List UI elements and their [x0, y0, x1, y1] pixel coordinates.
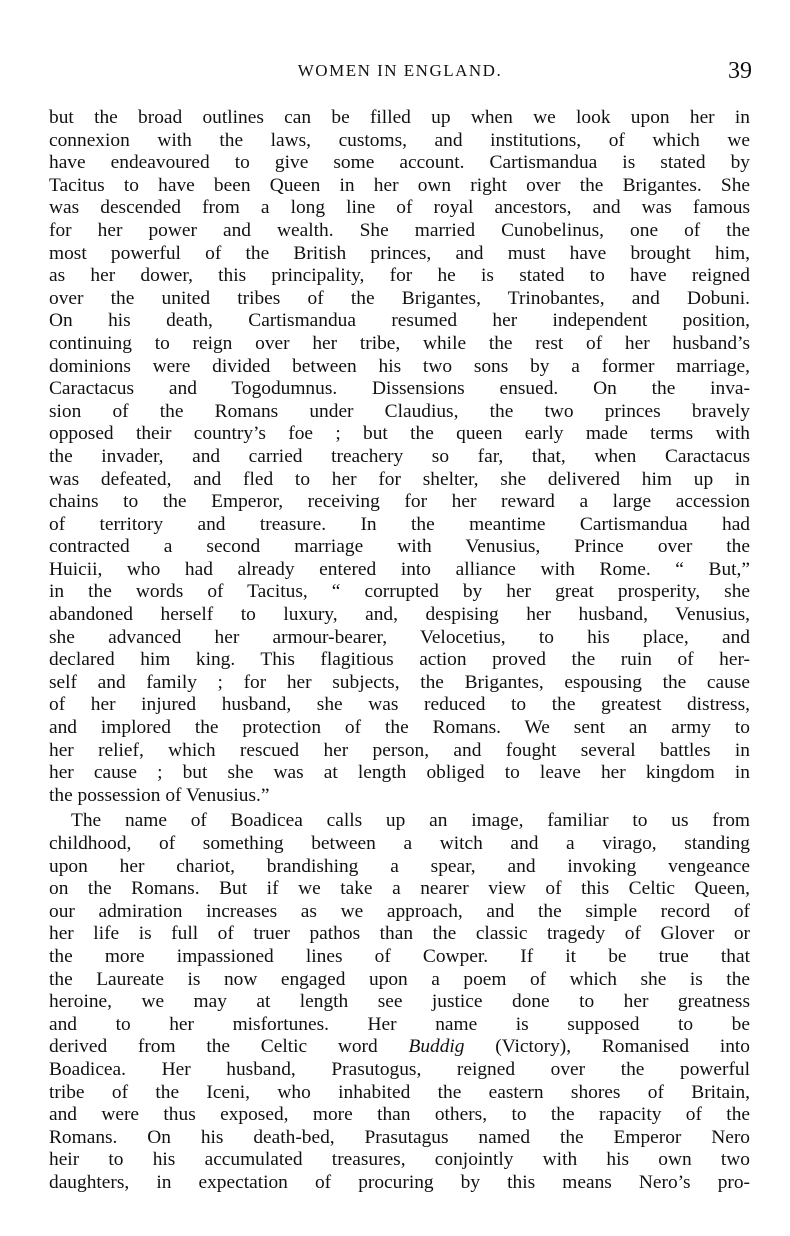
text-line: and implored the protection of the Romans. We sent an army to: [49, 717, 750, 739]
paragraph-boadicea-part-1: [49, 810, 750, 1036]
text-line: for her power and wealth. She married Cunobelinus, one of the: [49, 219, 750, 241]
text-run: (Victory), Romanised into: [464, 1036, 750, 1058]
text-line: heir to his accumulated treasures, conjointly with his own two: [49, 1149, 750, 1171]
text-line: her life is full of truer pathos than the classic tragedy of Glover or: [49, 923, 750, 945]
text-line: our admiration increases as we approach, and the simple record of: [49, 900, 750, 922]
running-head: [48, 56, 752, 86]
text-line: self and family ; for her subjects, the Brigantes, espousing the cause: [49, 671, 750, 693]
text-line: but the broad outlines can be filled up when we look upon her in: [49, 107, 750, 128]
text-line: most powerful of the British princes, and must have brought him,: [49, 242, 750, 264]
text-line: [49, 1036, 750, 1059]
text-run: derived from the Celtic word: [49, 1036, 409, 1058]
text-line: daughters, in expectation of procuring by this means Nero’s pro-: [49, 1171, 750, 1193]
text-line: childhood, of something between a witch and a virago, standing: [49, 833, 750, 854]
text-line: her relief, which rescued her person, and fought several battles in: [49, 739, 750, 761]
text-line: and to her misfortunes. Her name is supposed to be: [49, 1013, 750, 1035]
text-line: Huicii, who had already entered into alliance with Rome. “ But,”: [49, 558, 750, 580]
italic-word: Buddig: [408, 1036, 465, 1058]
body-text: [49, 107, 750, 1195]
text-line: the Laureate is now engaged upon a poem of which she is the: [49, 968, 750, 990]
text-line: On his death, Cartismandua resumed her independent position,: [49, 310, 750, 332]
text-line: contracted a second marriage with Venusius, Prince over the: [49, 536, 750, 558]
page-number: 39: [728, 58, 752, 84]
paragraph-boadicea-part-2: [49, 1059, 750, 1195]
text-line: upon her chariot, brandishing a spear, and invoking vengeance: [49, 855, 750, 877]
text-line: have endeavoured to give some account. Cartismandua is stated by: [49, 152, 750, 174]
paragraph-cartismandua: [49, 107, 750, 807]
text-line: continuing to reign over her tribe, while the rest of her husband’s: [49, 332, 750, 354]
text-line: declared him king. This flagitious action proved the ruin of her-: [49, 649, 750, 671]
text-line: she advanced her armour-bearer, Velocetius, to his place, and: [49, 626, 750, 648]
text-line: abandoned herself to luxury, and, despising her husband, Venusius,: [49, 604, 750, 626]
text-line: opposed their country’s foe ; but the queen early made terms with: [49, 423, 750, 445]
text-line: and were thus exposed, more than others, to the rapacity of the: [49, 1104, 750, 1126]
text-line: her cause ; but she was at length obliged to leave her kingdom in: [49, 762, 750, 784]
text-line: Romans. On his death-bed, Prasutagus named the Emperor Nero: [49, 1126, 750, 1148]
text-line: The name of Boadicea calls up an image, familiar to us from: [71, 810, 750, 832]
text-line: chains to the Emperor, receiving for her reward a large accession: [49, 491, 750, 513]
text-line: heroine, we may at length see justice done to her greatness: [49, 991, 750, 1013]
text-line: Caractacus and Togodumnus. Dissensions ensued. On the inva-: [49, 378, 750, 400]
running-title: WOMEN IN ENGLAND.: [297, 61, 503, 80]
text-line: dominions were divided between his two sons by a former marriage,: [49, 355, 750, 377]
text-line: Boadicea. Her husband, Prasutogus, reigned over the powerful: [49, 1058, 750, 1080]
text-line: the possession of Venusius.”: [49, 784, 270, 806]
text-line: on the Romans. But if we take a nearer view of this Celtic Queen,: [49, 878, 750, 900]
text-line: of her injured husband, she was reduced to the greatest distress,: [49, 694, 750, 716]
text-line: sion of the Romans under Claudius, the two princes bravely: [49, 400, 750, 422]
text-line: connexion with the laws, customs, and institutions, of which we: [49, 129, 750, 151]
text-line: the invader, and carried treachery so far, that, when Caractacus: [49, 445, 750, 467]
paragraph-boadicea: [49, 810, 750, 1194]
text-line: as her dower, this principality, for he is stated to have reigned: [49, 265, 750, 287]
text-line: was descended from a long line of royal ancestors, and was famous: [49, 197, 750, 219]
text-line: of territory and treasure. In the meantime Cartismandua had: [49, 513, 750, 535]
text-line: the more impassioned lines of Cowper. If it be true that: [49, 945, 750, 967]
text-line: was defeated, and fled to her for shelter, she delivered him up in: [49, 468, 750, 490]
text-line: tribe of the Iceni, who inhabited the eastern shores of Britain,: [49, 1081, 750, 1103]
text-line: in the words of Tacitus, “ corrupted by her great prosperity, she: [49, 581, 750, 603]
text-line: Tacitus to have been Queen in her own right over the Brigantes. She: [49, 174, 750, 196]
text-line: over the united tribes of the Brigantes, Trinobantes, and Dobuni.: [49, 287, 750, 309]
